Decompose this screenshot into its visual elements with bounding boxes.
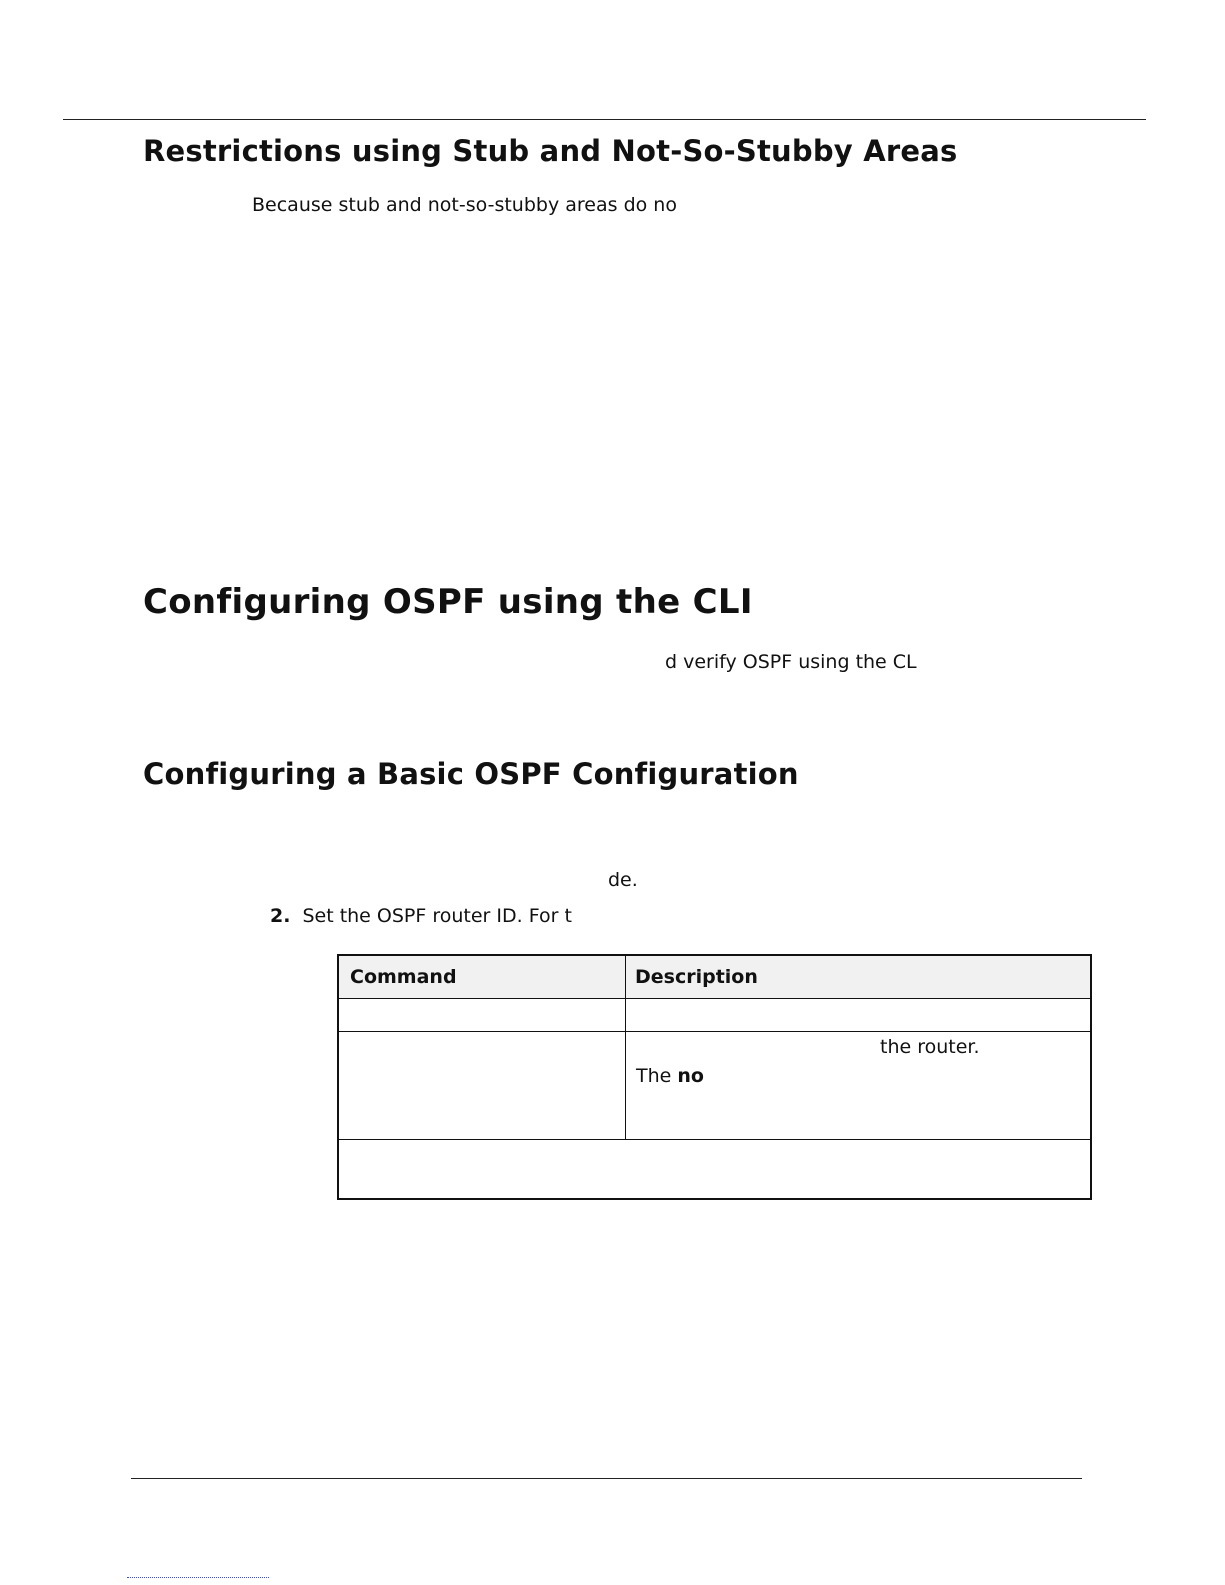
description-keyword-no: no: [677, 1065, 704, 1087]
row-divider: [339, 1139, 1090, 1140]
chapter-heading-cli: Configuring OSPF using the CLI: [143, 582, 753, 622]
column-divider: [625, 956, 626, 1139]
description-prefix: The: [636, 1065, 672, 1087]
description-cell-line2: [636, 1065, 704, 1087]
section-heading-basic-config: Configuring a Basic OSPF Configuration: [143, 757, 799, 791]
step-number: 2.: [270, 905, 291, 927]
row-divider: [339, 1031, 1090, 1032]
table-header-row: [339, 956, 1090, 999]
column-header-command: Command: [350, 966, 457, 988]
step-text: Set the OSPF router ID. For t: [302, 905, 572, 927]
column-header-description: Description: [635, 966, 758, 988]
footer-link-underline[interactable]: [127, 1577, 269, 1578]
paragraph-mode-fragment: de.: [608, 869, 638, 891]
footer-rule: [131, 1478, 1082, 1479]
step-2: [270, 905, 572, 927]
paragraph-because: Because stub and not-so-stubby areas do no: [252, 194, 677, 216]
section-heading-restrictions: Restrictions using Stub and Not-So-Stubby Areas: [143, 134, 958, 168]
header-rule: [63, 119, 1146, 120]
description-cell-line1: the router.: [880, 1036, 980, 1058]
paragraph-verify: d verify OSPF using the CL: [665, 651, 917, 673]
command-table: [337, 954, 1092, 1200]
